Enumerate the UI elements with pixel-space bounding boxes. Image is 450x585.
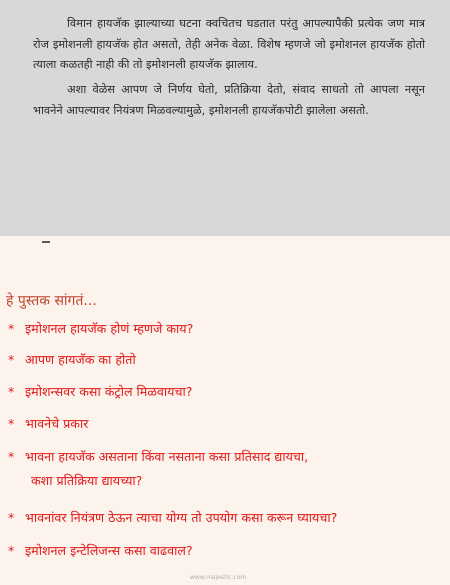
list-item-text: आपण हायजॅक का होतो — [25, 352, 136, 367]
asterisk-icon: * — [8, 352, 15, 367]
intro-text — [33, 14, 425, 122]
list-item-continuation: कशा प्रतिक्रिया द्यायच्या? — [31, 473, 143, 488]
list-item — [8, 415, 88, 432]
list-item — [8, 320, 193, 337]
asterisk-icon: * — [8, 384, 15, 399]
asterisk-icon: * — [8, 543, 15, 558]
intro-paragraph-2: अशा वेळेस आपण जे निर्णय घेतो, प्रतिक्रिया देतो, संवाद साधतो तो आपला नसून भावनेने आपल्यावर नियंत्रण मिळवल्यामुळे, इमोशनली हायजॅकपोटी झालेला असतो. — [33, 83, 425, 117]
list-item-text: भावनेचे प्रकार — [25, 416, 89, 431]
asterisk-icon: * — [8, 321, 15, 336]
asterisk-icon: * — [8, 510, 15, 525]
list-item — [8, 448, 308, 489]
asterisk-icon: * — [8, 416, 15, 431]
list-item — [8, 542, 193, 559]
asterisk-icon: * — [8, 449, 15, 464]
list-item-text: इमोशनल हायजॅक होणं म्हणजे काय? — [25, 321, 194, 336]
list-item-text: भावनांवर नियंत्रण ठेऊन त्याचा योग्य तो उपयोग कसा करून घ्यायचा? — [25, 510, 338, 525]
intro-paragraph-1: विमान हायजॅक झाल्याच्या घटना क्वचितच घडतात परंतु आपल्यापैकी प्रत्येक जण मात्र रोज इमोशनली हायजॅक होत असतो, तेही अनेक वेळा. विशेष म्हणजे जो इमोशनल हायजॅक होतो त्याला कळतही नाही की तो इमोशनली हायजॅक झालाय. — [33, 17, 425, 72]
list-item — [8, 383, 192, 400]
decorative-dash — [42, 241, 50, 243]
list-item — [8, 351, 136, 368]
section-heading: हे पुस्तक सांगतं... — [6, 293, 97, 309]
list-item-text: इमोशन्सवर कसा कंट्रोल मिळवायचा? — [25, 384, 193, 399]
list-item — [8, 509, 337, 526]
list-item-text: भावना हायजॅक असताना किंवा नसताना कसा प्रतिसाद द्यायचा, — [25, 449, 309, 464]
footer-url: www.majestic.com — [190, 574, 247, 581]
list-item-text: इमोशनल इन्टेलिजन्स कसा वाढवाल? — [25, 543, 193, 558]
